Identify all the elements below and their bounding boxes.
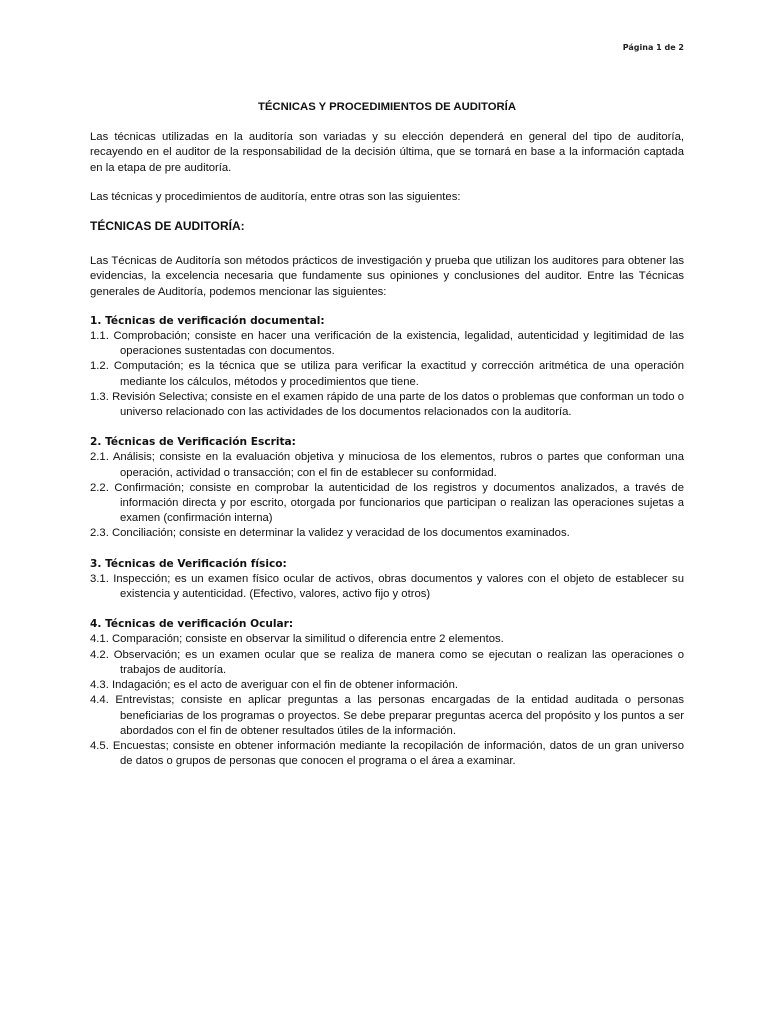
section-intro-paragraph: Las Técnicas de Auditoría son métodos prácticos de investigación y prueba que utilizan los auditores para obtener las evidencias, la excelencia necesaria que fundamente sus opiniones y conclusiones del auditor. Entre las Técnicas generales de Auditoría, podemos mencionar las siguientes: bbox=[90, 255, 684, 298]
intro-list-lead: Las técnicas y procedimientos de auditoría, entre otras son las siguientes: bbox=[90, 190, 461, 203]
list-item: 2.3. Conciliación; consiste en determinar la validez y veracidad de los documentos examinados. bbox=[90, 527, 570, 540]
intro-paragraph: Las técnicas utilizadas en la auditoría son variadas y su elección dependerá en general del tipo de auditoría, recayendo en el auditor de la responsabilidad de la decisión última, que se tornará en base a la información captada en la etapa de pre auditoría. bbox=[90, 131, 684, 174]
document-title: TÉCNICAS Y PROCEDIMIENTOS DE AUDITORÍA bbox=[258, 101, 516, 113]
list-item: 4.1. Comparación; consiste en observar la similitud o diferencia entre 2 elementos. bbox=[90, 633, 504, 646]
list-item: 2.2. Confirmación; consiste en comprobar la autenticidad de los registros y documentos analizados, a través de información directa y por escrito, otorgada por funcionarios que participan o realizan las operaciones sujetas a examen (confirmación interna) bbox=[90, 481, 684, 525]
group-title: 2. Técnicas de Verificación Escrita: bbox=[90, 436, 296, 449]
list-item: 3.1. Inspección; es un examen físico ocular de activos, obras documentos y valores con el objeto de establecer su existencia y autenticidad. (Efectivo, valores, activo fijo y otros) bbox=[90, 572, 684, 601]
page-number: Página 1 de 2 bbox=[622, 43, 684, 52]
list-item: 1.2. Computación; es la técnica que se utiliza para verificar la exactitud y corrección aritmética de una operación mediante los cálculos, métodos y procedimientos que tiene. bbox=[90, 360, 684, 388]
group-title: 4. Técnicas de verificación Ocular: bbox=[90, 618, 294, 631]
list-item: 1.3. Revisión Selectiva; consiste en el examen rápido de una parte de los datos o problemas que conforman un todo o universo relacionado con las actividades de los documentos relacionados con la auditoría. bbox=[90, 390, 684, 419]
section-title: TÉCNICAS DE AUDITORÍA: bbox=[90, 219, 245, 234]
group-title: 3. Técnicas de Verificación físico: bbox=[90, 557, 287, 570]
technique-group-escrita bbox=[90, 435, 684, 541]
list-item: 4.3. Indagación; es el acto de averiguar con el fin de obtener información. bbox=[90, 679, 459, 692]
list-item: 4.5. Encuestas; consiste en obtener información mediante la recopilación de información, datos de un gran universo de datos o grupos de personas que conocen el programa o el área a examinar. bbox=[90, 739, 684, 768]
list-item: 4.4. Entrevistas; consiste en aplicar preguntas a las personas encargadas de la entidad auditada o personas beneficiarias de los programas o proyectos. Se debe preparar preguntas acerca del propósito y los puntos a ser abordados con el fin de obtener resultados útiles de la información. bbox=[90, 694, 684, 737]
technique-group-ocular bbox=[90, 617, 684, 769]
document-body bbox=[90, 100, 684, 784]
list-item: 2.1. Análisis; consiste en la evaluación objetiva y minuciosa de los elementos, rubros o partes que conforman una operación, actividad o transacción; con el fin de establecer su conformidad. bbox=[90, 451, 684, 479]
technique-group-documental bbox=[90, 314, 684, 420]
list-item: 4.2. Observación; es un examen ocular que se realiza de manera como se ejecutan o realizan las operaciones o trabajos de auditoría. bbox=[90, 648, 684, 676]
list-item: 1.1. Comprobación; consiste en hacer una verificación de la existencia, legalidad, autenticidad y legitimidad de las operaciones sustentadas con documentos. bbox=[90, 330, 684, 358]
group-title: 1. Técnicas de verificación documental: bbox=[90, 314, 325, 327]
technique-group-fisico bbox=[90, 557, 684, 603]
